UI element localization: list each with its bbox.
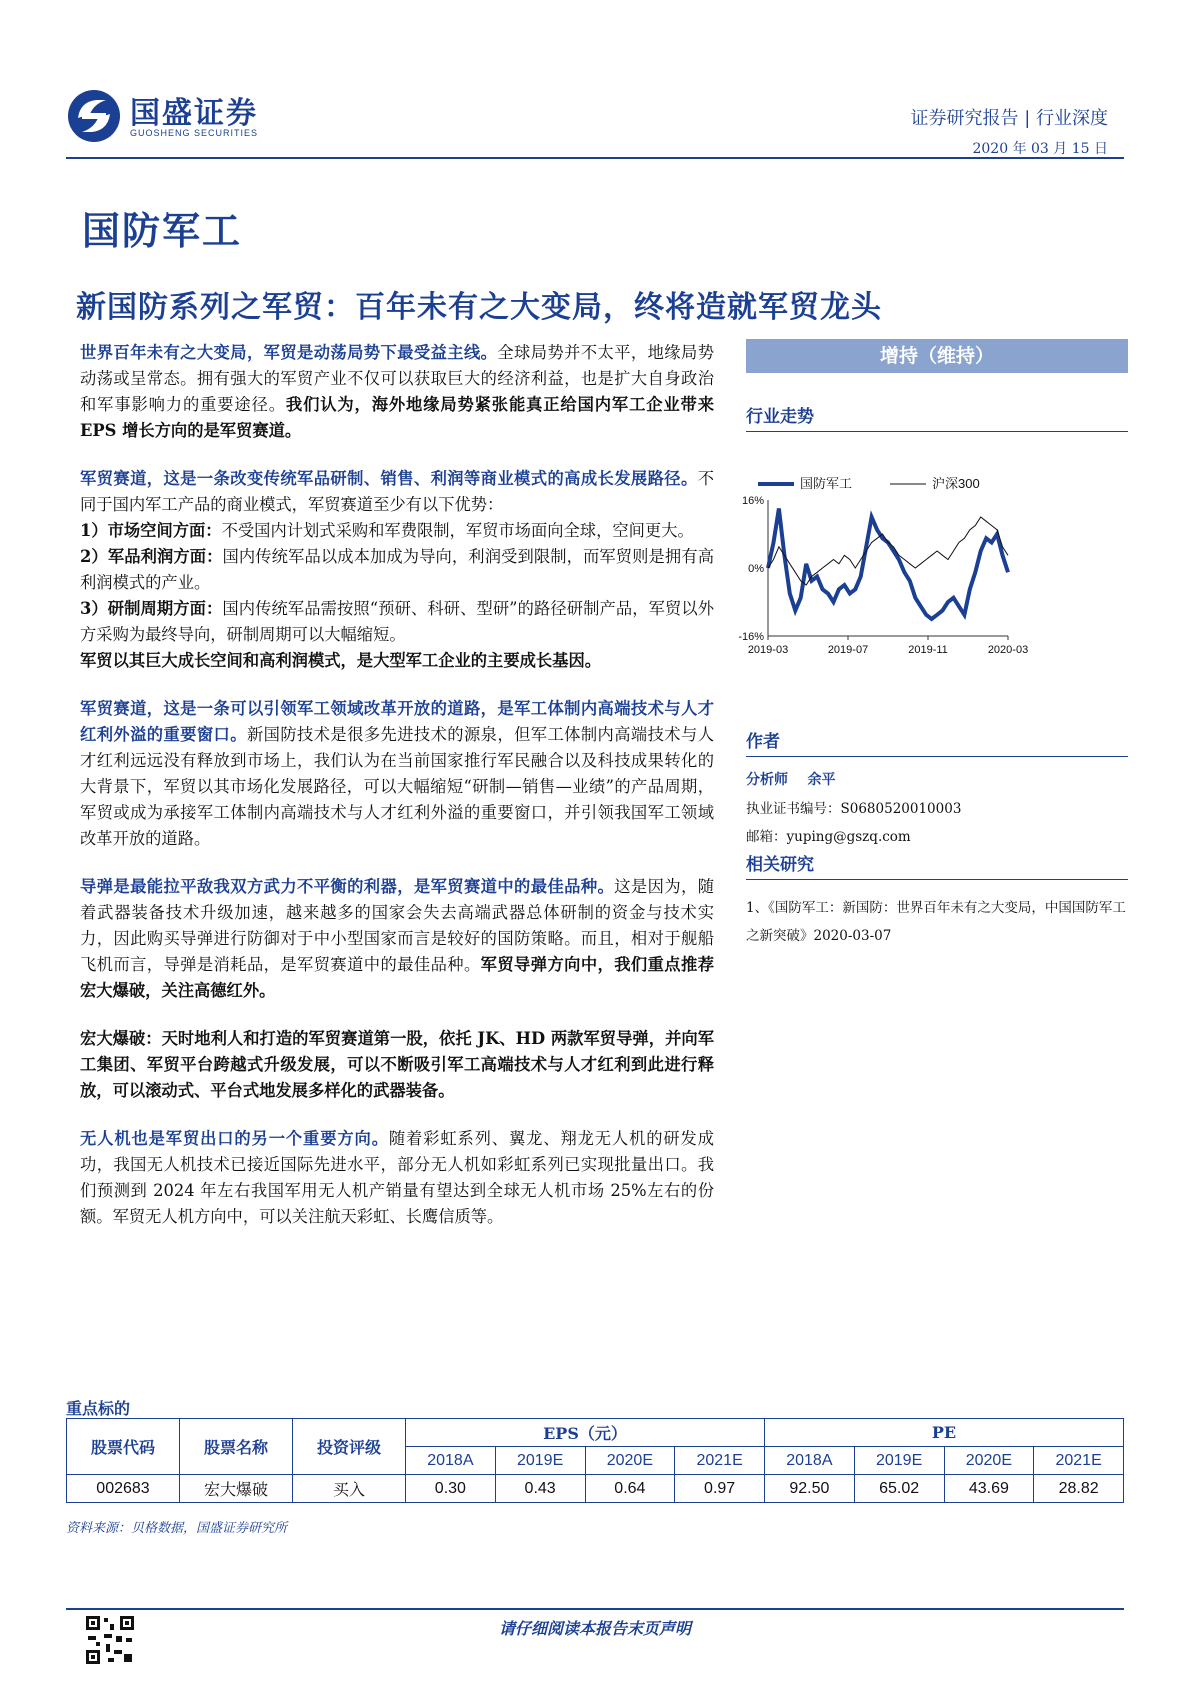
th-year: 2019E bbox=[854, 1447, 944, 1475]
logo-en: GUOSHENG SECURITIES bbox=[130, 128, 259, 138]
x-tick-label: 2019-11 bbox=[908, 644, 948, 656]
author-heading: 作者 bbox=[746, 727, 1128, 757]
report-title: 新国防系列之军贸：百年未有之大变局，终将造就军贸龙头 bbox=[76, 290, 882, 325]
th-year: 2020E bbox=[585, 1447, 675, 1475]
cell-eps: 0.97 bbox=[675, 1475, 765, 1503]
y-tick-label: 16% bbox=[741, 495, 764, 507]
th-rating: 投资评级 bbox=[293, 1419, 406, 1475]
th-year: 2021E bbox=[1034, 1447, 1124, 1475]
paragraph-1: 世界百年未有之大变局，军贸是动荡局势下最受益主线。全球局势并不太平，地缘局势动荡或呈常态。拥有强大的军贸产业不仅可以获取巨大的经济利益，也是扩大自身政治和军事影响力的重要途径。我们认为，海外地缘局势紧张能真正给国内军工企业带来 EPS 增长方向的是军贸赛道。 bbox=[80, 343, 714, 440]
y-tick-label: 0% bbox=[748, 563, 764, 575]
th-year: 2020E bbox=[944, 1447, 1034, 1475]
logo bbox=[66, 88, 296, 144]
table-title: 重点标的 bbox=[66, 1399, 131, 1418]
legend-label: 国防军工 bbox=[800, 476, 853, 491]
paragraph-4: 导弹是最能拉平敌我双方武力不平衡的利器，是军贸赛道中的最佳品种。这是因为，随着武器装备技术升级加速，越来越多的国家会失去高端武器总体研制的资金与技术实力，因此购买导弹进行防御对于中小型国家而言是较好的国防策略。而且，相对于舰船飞机而言，导弹是消耗品，是军贸赛道中的最佳品种。军贸导弹方向中，我们重点推荐宏大爆破，关注高德红外。 bbox=[80, 877, 714, 1000]
rating-badge: 增持（维持） bbox=[746, 339, 1128, 373]
th-year: 2018A bbox=[765, 1447, 855, 1475]
related-heading: 相关研究 bbox=[746, 850, 1128, 880]
related-section bbox=[746, 850, 1128, 950]
x-tick-label: 2019-03 bbox=[747, 644, 789, 656]
paragraph-2: 军贸赛道，这是一条改变传统军品研制、销售、利润等商业模式的高成长发展路径。不同于国内军工产品的商业模式，军贸赛道至少有以下优势： 1）市场空间方面：不受国内计划式采购和军费限制，军贸市场面向全球，空间更大。 2）军品利润方面：国内传统军品以成本加成为导向，利润受到限制，而军贸则是拥有高利润模式的产业。 3）研制周期方面：国内传统军品需按照“预研、科研、型研”的路径研制产品，军贸以外方采购为最终导向，研制周期可以大幅缩短。 军贸以其巨大成长空间和高利润模式，是大型军工企业的主要成长基因。 bbox=[80, 469, 714, 670]
y-tick-label: -16% bbox=[738, 631, 764, 643]
related-item[interactable]: 1、《国防军工：新国防：世界百年未有之大变局，中国国防军工之新突破》2020-03-07 bbox=[746, 900, 1126, 944]
cell-name: 宏大爆破 bbox=[180, 1475, 293, 1503]
trend-chart bbox=[738, 460, 1128, 660]
cell-pe: 92.50 bbox=[765, 1475, 855, 1503]
header-rule bbox=[66, 157, 1124, 159]
th-year: 2021E bbox=[675, 1447, 765, 1475]
author-section bbox=[746, 727, 1128, 845]
cell-rating: 买入 bbox=[293, 1475, 406, 1503]
th-year: 2019E bbox=[495, 1447, 585, 1475]
footer-disclaimer: 请仔细阅读本报告末页声明 bbox=[498, 1619, 691, 1638]
th-year: 2018A bbox=[406, 1447, 496, 1475]
th-name: 股票名称 bbox=[180, 1419, 293, 1475]
cell-pe: 28.82 bbox=[1034, 1475, 1124, 1503]
main-body bbox=[80, 340, 714, 1252]
key-stocks-table bbox=[66, 1418, 1124, 1503]
sector-title: 国防军工 bbox=[82, 208, 243, 253]
footer-rule bbox=[66, 1608, 1124, 1610]
trend-section bbox=[746, 402, 1128, 432]
cell-pe: 65.02 bbox=[854, 1475, 944, 1503]
cell-pe: 43.69 bbox=[944, 1475, 1034, 1503]
logo-mark-icon bbox=[66, 88, 122, 144]
cell-code: 002683 bbox=[67, 1475, 180, 1503]
x-tick-label: 2019-07 bbox=[827, 644, 869, 656]
x-tick-label: 2020-03 bbox=[987, 644, 1029, 656]
series-line-defense bbox=[768, 509, 1008, 620]
trend-heading: 行业走势 bbox=[746, 402, 1128, 432]
table-row bbox=[67, 1475, 1124, 1503]
email[interactable]: 邮箱：yuping@gszq.com bbox=[746, 829, 911, 845]
source-note: 资料来源：贝格数据，国盛证券研究所 bbox=[66, 1521, 288, 1536]
report-type: 证券研究报告 | 行业深度 bbox=[910, 108, 1108, 129]
paragraph-5: 宏大爆破：天时地利人和打造的军贸赛道第一股，依托 JK、HD 两款军贸导弹，并向军工集团、军贸平台跨越式升级发展，可以不断吸引军工高端技术与人才红利到此进行释放，可以滚动式、平台式地发展多样化的武器装备。 bbox=[80, 1029, 714, 1100]
th-eps: EPS（元） bbox=[406, 1419, 765, 1447]
cert-number: 执业证书编号：S0680520010003 bbox=[746, 801, 962, 817]
th-code: 股票代码 bbox=[67, 1419, 180, 1475]
report-date: 2020 年 03 月 15 日 bbox=[972, 141, 1108, 157]
th-pe: PE bbox=[765, 1419, 1124, 1447]
cell-eps: 0.43 bbox=[495, 1475, 585, 1503]
cell-eps: 0.64 bbox=[585, 1475, 675, 1503]
logo-cn: 国盛证券 bbox=[130, 96, 258, 131]
paragraph-3: 军贸赛道，这是一条可以引领军工领域改革开放的道路，是军工体制内高端技术与人才红利外溢的重要窗口。新国防技术是很多先进技术的源泉，但军工体制内高端技术与人才红利远远没有释放到市场上，我们认为在当前国家推行军民融合以及科技成果转化的大背景下，军贸以其市场化发展路径，可以大幅缩短“研制—销售—业绩”的产品周期，军贸或成为承接军工体制内高端技术与人才红利外溢的重要窗口，并引领我国军工领域改革开放的道路。 bbox=[80, 699, 714, 848]
cell-eps: 0.30 bbox=[406, 1475, 496, 1503]
paragraph-6: 无人机也是军贸出口的另一个重要方向。随着彩虹系列、翼龙、翔龙无人机的研发成功，我国无人机技术已接近国际先进水平，部分无人机如彩虹系列已实现批量出口。我们预测到 2024 年左右我国军用无人机产销量有望达到全球无人机市场 25%左右的份额。军贸无人机方向中，可以关注航天彩虹、长鹰信质等。 bbox=[80, 1129, 714, 1226]
legend-label: 沪深300 bbox=[932, 476, 980, 491]
analyst-line: 分析师 余平 bbox=[746, 772, 836, 788]
